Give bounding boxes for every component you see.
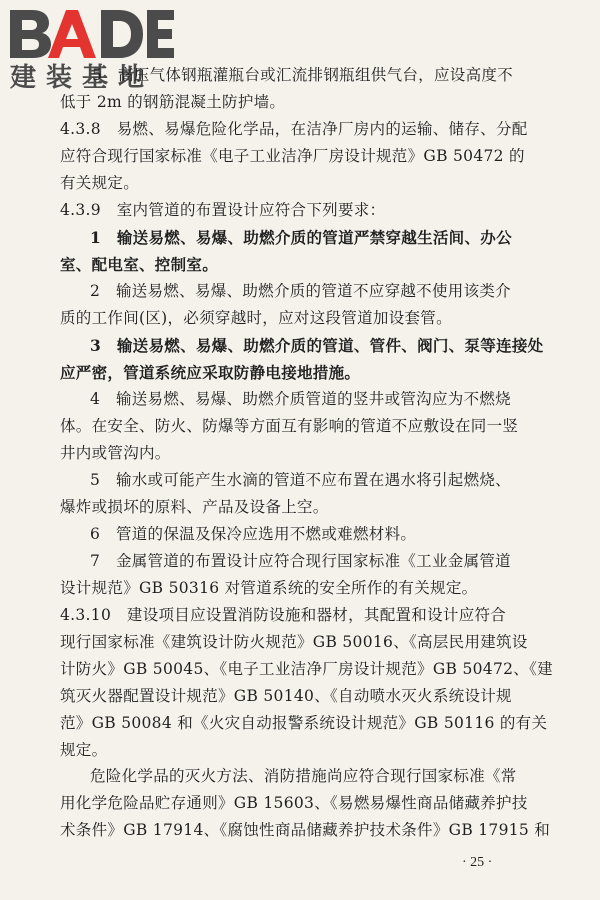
text-line: 2 输送易燃、易爆、助燃介质的管道不应穿越不使用该类介: [90, 282, 511, 300]
text-line: 范》GB 50084 和《火灾自动报警系统设计规范》GB 50116 的有关: [60, 714, 548, 732]
text-line: 4.3.9 室内管道的布置设计应符合下列要求：: [60, 201, 386, 219]
clause-4-3-9: [60, 197, 528, 224]
text-line: 筑灭火器配置设计规范》GB 50140、《自动喷水灭火系统设计规: [60, 687, 512, 705]
svg-text:建装基地: 建装基地: [10, 63, 155, 92]
text-line: 井内或管沟内。: [60, 444, 171, 462]
item-7: [90, 548, 528, 575]
text-line: 质的工作间(区)，必须穿越时，应对这段管道加设套管。: [60, 309, 452, 327]
clause-4-3-10: [60, 602, 553, 764]
text-line: 4 输送易燃、易爆、助燃介质管道的竖井或管沟应为不燃烧: [90, 390, 511, 408]
text-line: 现行国家标准《建筑设计防火规范》GB 50016、《高层民用建筑设: [60, 633, 528, 651]
item-2-cont: [60, 305, 528, 332]
text-line: 1 输送易燃、易爆、助燃介质的管道严禁穿越生活间、办公: [90, 228, 512, 247]
item-3: [90, 332, 544, 359]
text-line: 3 输送易燃、易爆、助燃介质的管道、管件、阀门、泵等连接处: [90, 336, 544, 355]
item-4-cont: [60, 413, 528, 467]
item-4: [90, 386, 528, 413]
clause-4-3-8: [60, 116, 528, 197]
text-line: 术条件》GB 17914、《腐蚀性商品储藏养护技术条件》GB 17915 和: [60, 821, 551, 839]
text-line: 设计规范》GB 50316 对管道系统的安全所作的有关规定。: [60, 579, 478, 597]
text-line: 4.3.10 建设项目应设置消防设施和器材，其配置和设计应符合: [60, 606, 507, 624]
item-7-cont: [60, 575, 528, 602]
page-number: · 25 ·: [462, 855, 493, 870]
item-2: [90, 278, 528, 305]
item-1-cont: [60, 251, 528, 278]
text-line: 7 金属管道的布置设计应符合现行国家标准《工业金属管道: [90, 552, 511, 570]
closing-paragraph: [90, 763, 528, 790]
text-line: 5 输水或可能产生水滴的管道不应布置在遇水将引起燃烧、: [90, 471, 511, 489]
text-line: 计防火》GB 50045、《电子工业洁净厂房设计规范》GB 50472、《建: [60, 660, 553, 678]
text-line: 体。在安全、防火、防爆等方面互有影响的管道不应敷设在同一竖: [60, 417, 519, 435]
text-line: 低于 2m 的钢筋混凝土防护墙。: [60, 93, 286, 111]
text-line: 4.3.8 易燃、易爆危险化学品，在洁净厂房内的运输、储存、分配: [60, 120, 528, 138]
text-line: 规定。: [60, 741, 108, 759]
text-line: 6 管道的保温及保冷应选用不燃或难燃材料。: [90, 525, 417, 543]
item-1: [90, 224, 528, 251]
text-line: 用化学危险品贮存通则》GB 15603、《易燃易爆性商品储藏养护技: [60, 794, 528, 812]
item-6: [90, 521, 528, 548]
text-line: 应符合现行国家标准《电子工业洁净厂房设计规范》GB 50472 的: [60, 147, 525, 165]
text-line: 有关规定。: [60, 174, 140, 192]
item-3-cont: [60, 359, 528, 386]
text-line: 室、配电室、控制室。: [60, 255, 219, 274]
text-block-1: [92, 62, 522, 89]
item-5-cont: [60, 494, 528, 521]
item-5: [90, 467, 528, 494]
text-line: 危险化学品的灭火方法、消防措施尚应符合现行国家标准《常: [90, 767, 517, 785]
closing-paragraph-cont: [60, 790, 551, 844]
text-line: 应严密，管道系统应采取防静电接地措施。: [60, 363, 361, 382]
text-line: 爆炸或损坏的原料、产品及设备上空。: [60, 498, 329, 516]
text-line: 5 高压气体钢瓶灌瓶台或汇流排钢瓶组供气台，应设高度不: [92, 66, 513, 84]
text-block-2: [60, 89, 528, 116]
